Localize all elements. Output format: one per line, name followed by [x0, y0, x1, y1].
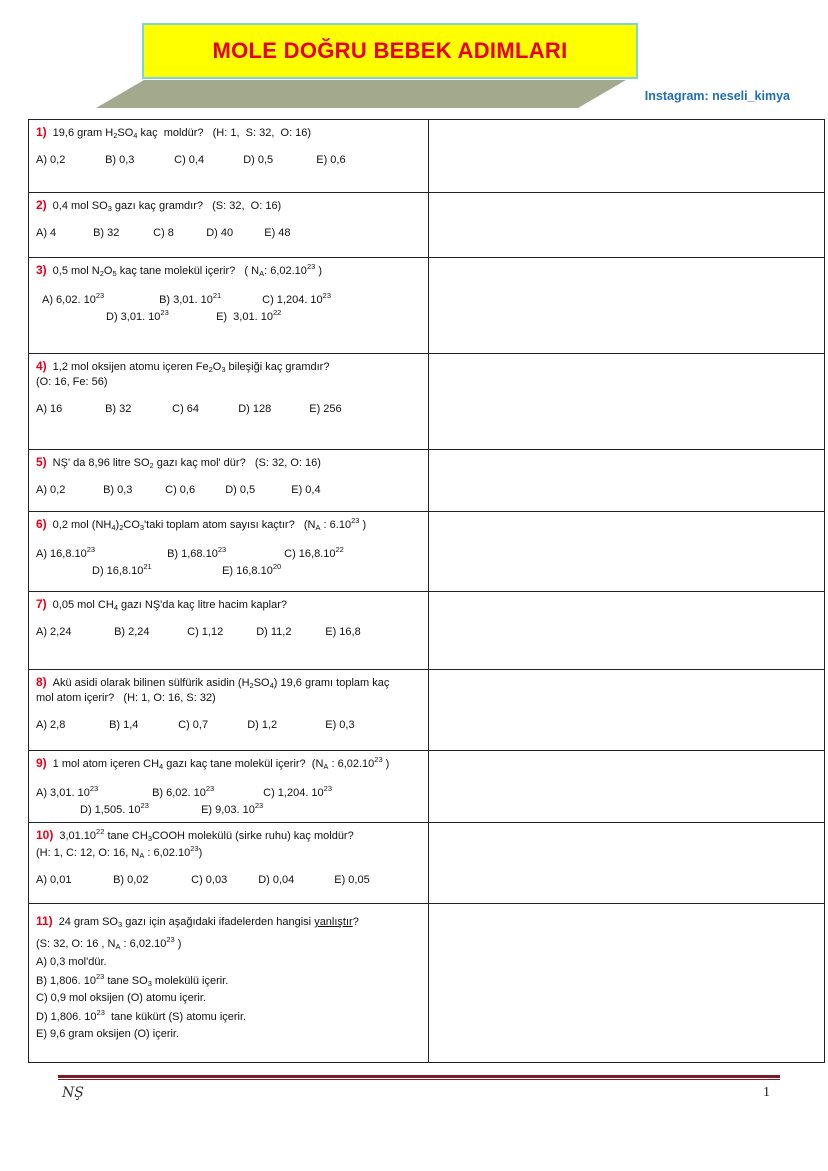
option: C) 1,204. $10^{23}$ [262, 291, 332, 307]
answer-space [429, 904, 825, 1063]
option: A) 4 [36, 227, 57, 240]
option: A) 0,2 [36, 154, 66, 167]
question-6-text: 6) 0,2 mol $(NH_4)_2CO_3'taki$ toplam atom sayısı kaçtır? ($N_A$ : 6.10$^{23}$ ) [36, 516, 367, 532]
question-number: 11) [36, 914, 53, 928]
question-cell [29, 592, 429, 670]
option: A) 0,3 mol'dür. [36, 956, 107, 969]
option: E) 0,05 [334, 874, 370, 887]
question-1-options [36, 153, 422, 168]
question-8-text-line2: mol atom içerir? (H: 1, O: 16, S: 32) [36, 692, 216, 705]
option: B) 1,68.10$^{23}$ [167, 545, 227, 561]
option: E) 0,6 [316, 154, 346, 167]
answer-space [429, 258, 825, 354]
option: A) 6,02. $10^{23}$ [42, 291, 105, 307]
question-8-options [36, 718, 422, 733]
page-number: 1 [763, 1085, 770, 1100]
option: B) 3,01. $10^{21}$ [159, 291, 222, 307]
question-number: 8) [36, 675, 47, 689]
option: A) 16,8.10$^{23}$ [36, 545, 96, 561]
question-9-text: 9) 1 mol atom içeren $CH_4$ gazı kaç tane molekül içerir? ($N_A$ : 6,02.10$^{23}$ ) [36, 755, 390, 771]
instagram-handle: Instagram: neseli_kimya [644, 89, 790, 103]
option: C) 16,8.10$^{22}$ [284, 545, 344, 561]
footer-rule [58, 1075, 780, 1078]
option: D) 0,5 [243, 154, 274, 167]
option: A) 16 [36, 402, 63, 415]
option: C) 1,204. $10^{23}$ [263, 784, 333, 800]
question-cell [29, 354, 429, 450]
option: D) 1,806. $10^{23}$ tane kükürt (S) atomu içerir. [36, 1008, 247, 1024]
question-7-text: 7) 0,05 mol $CH_4$ gazı NŞ'da kaç litre hacim kaplar? [36, 597, 287, 612]
option: D) 11,2 [256, 626, 292, 639]
option: C) 64 [172, 402, 200, 415]
option: E) 9,03. $10^{23}$ [201, 800, 264, 816]
question-1-text: 1) 19,6 gram $H_2SO_4$ kaç moldür? (H: 1, S: 32, O: 16) [36, 125, 312, 140]
question-cell [29, 450, 429, 512]
answer-space [429, 354, 825, 450]
title-banner [142, 23, 638, 79]
answer-space [429, 512, 825, 592]
question-number: 5) [36, 455, 47, 469]
option: D) 1,505. $10^{23}$ [80, 800, 149, 816]
question-row-7 [29, 592, 825, 670]
question-10-text: 10) 3,01.10$^{22}$ tane $CH_3COOH$ molekülü (sirke ruhu) kaç moldür? [36, 827, 354, 843]
question-number: 10) [36, 828, 54, 842]
option: B) 1,4 [109, 718, 139, 731]
option: C) 0,9 mol oksijen (O) atomu içerir. [36, 992, 206, 1005]
option: B) 32 [105, 402, 132, 415]
answer-space [429, 120, 825, 193]
answer-space [429, 450, 825, 512]
option: C) 0,7 [178, 718, 209, 731]
question-row-1 [29, 120, 825, 193]
question-number: 2) [36, 198, 47, 212]
option: A) 0,2 [36, 484, 66, 497]
question-cell [29, 193, 429, 258]
question-cell [29, 904, 429, 1063]
option: C) 0,03 [191, 874, 228, 887]
question-3-options [36, 291, 422, 325]
question-11-options [36, 955, 422, 1042]
question-9-options [36, 784, 422, 818]
question-cell [29, 512, 429, 592]
title-banner-base [96, 80, 626, 108]
question-10-options [36, 873, 422, 888]
question-4-constants: (O: 16, Fe: 56) [36, 376, 108, 389]
question-row-3 [29, 258, 825, 354]
option: B) 1,806. $10^{23}$ tane $SO_3$ molekülü içerir. [36, 972, 229, 989]
option: B) 0,3 [103, 484, 133, 497]
question-number: 4) [36, 359, 47, 373]
question-6-options [36, 545, 422, 579]
question-number: 9) [36, 756, 47, 770]
question-number: 3) [36, 263, 47, 277]
question-2-text: 2) 0,4 mol $SO_3$ gazı kaç gramdır? (S: 32, O: 16) [36, 198, 282, 213]
option: D) 0,04 [258, 874, 295, 887]
option: B) 0,02 [113, 874, 149, 887]
question-cell [29, 823, 429, 904]
question-7-options [36, 625, 422, 640]
question-row-11 [29, 904, 825, 1063]
footer-rule-thin [58, 1079, 780, 1080]
question-4-options [36, 402, 422, 417]
option: D) 40 [206, 227, 234, 240]
option: E) 3,01. $10^{22}$ [216, 307, 282, 323]
question-cell [29, 258, 429, 354]
question-5-text: 5) NŞ' da 8,96 litre $SO_2$ gazı kaç mol' dür? (S: 32, O: 16) [36, 455, 321, 470]
question-4-text: 4) 1,2 mol oksijen atomu içeren $Fe_2O_3$ bileşiği kaç gramdır? [36, 359, 330, 374]
option: E) 9,6 gram oksijen (O) içerir. [36, 1027, 180, 1040]
question-cell [29, 670, 429, 751]
question-row-5 [29, 450, 825, 512]
page-title: MOLE DOĞRU BEBEK ADIMLARI [212, 38, 568, 63]
option: E) 16,8 [325, 626, 361, 639]
option: A) 2,8 [36, 718, 66, 731]
question-row-10 [29, 823, 825, 904]
option: D) 16,8.10$^{21}$ [92, 561, 152, 577]
option: B) 0,3 [105, 154, 135, 167]
question-cell [29, 120, 429, 193]
option: C) 1,12 [187, 626, 224, 639]
option: E) 16,8.10$^{20}$ [222, 561, 282, 577]
question-number: 7) [36, 597, 47, 611]
option: E) 256 [309, 402, 342, 415]
question-3-text: 3) 0,5 mol $N_2O_5$ kaç tane molekül içerir? ( $N_A$: 6,02.10$^{23}$ ) [36, 262, 323, 278]
option: E) 48 [264, 227, 291, 240]
question-11-text: 11) 24 gram $SO_3$ gazı için aşağıdaki ifadelerden hangisi yanlıştır? [36, 914, 359, 929]
option: B) 32 [93, 227, 120, 240]
option: C) 8 [153, 227, 174, 240]
question-row-4 [29, 354, 825, 450]
question-10-constants: (H: 1, C: 12, O: 16, $N_A$ : 6,02.10$^{23}$) [36, 844, 203, 861]
option: E) 0,4 [291, 484, 321, 497]
question-row-2 [29, 193, 825, 258]
option: C) 0,6 [165, 484, 196, 497]
question-row-6 [29, 512, 825, 592]
question-2-options [36, 226, 422, 241]
answer-space [429, 751, 825, 823]
question-5-options [36, 483, 422, 498]
option: D) 3,01. $10^{23}$ [106, 307, 169, 323]
answer-space [429, 823, 825, 904]
question-11-constants: (S: 32, O: 16 , $N_A$ : 6,02.10$^{23}$ ) [36, 935, 182, 952]
question-row-8 [29, 670, 825, 751]
questions-table [28, 119, 825, 1063]
option: B) 2,24 [114, 626, 150, 639]
option: D) 0,5 [225, 484, 256, 497]
option: C) 0,4 [174, 154, 205, 167]
question-8-text: 8) Akü asidi olarak bilinen sülfürik asidin $(H_2SO_4)$ 19,6 gramı toplam kaç [36, 675, 390, 690]
option: A) 3,01. $10^{23}$ [36, 784, 99, 800]
question-number: 6) [36, 517, 47, 531]
option: D) 128 [238, 402, 272, 415]
question-row-9 [29, 751, 825, 823]
option: D) 1,2 [247, 718, 278, 731]
question-number: 1) [36, 125, 47, 139]
option: B) 6,02. $10^{23}$ [152, 784, 215, 800]
option: A) 0,01 [36, 874, 72, 887]
option: E) 0,3 [325, 718, 355, 731]
option: A) 2,24 [36, 626, 72, 639]
footer-mark: NŞ [62, 1085, 84, 1101]
question-cell [29, 751, 429, 823]
answer-space [429, 592, 825, 670]
answer-space [429, 193, 825, 258]
answer-space [429, 670, 825, 751]
